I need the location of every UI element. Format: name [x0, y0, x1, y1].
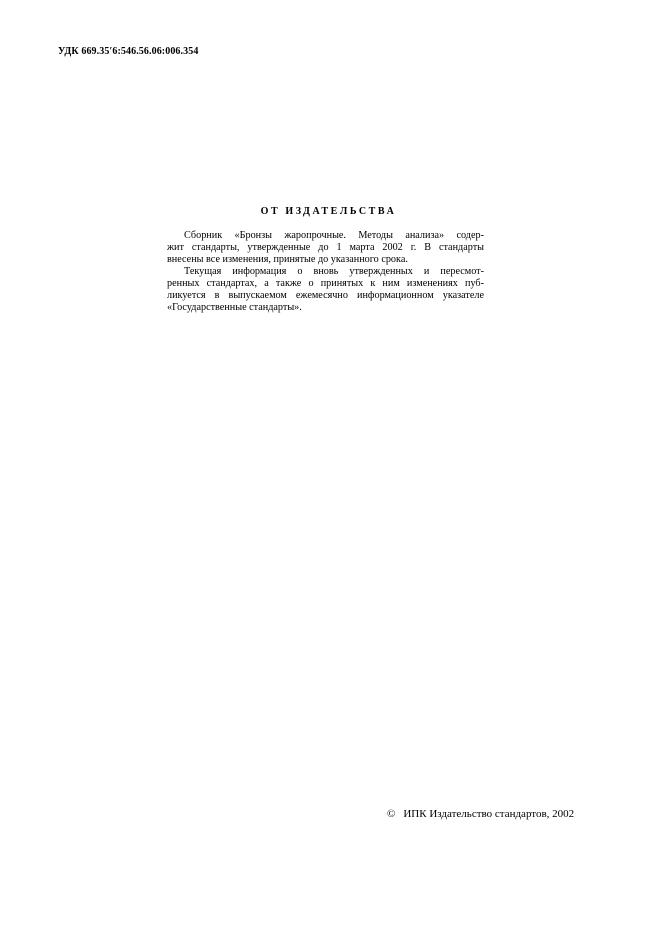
paragraph-1-line: жит стандарты, утвержденные до 1 марта 2002 г. В стандарты: [167, 242, 484, 253]
paragraph-1-line: Сборник «Бронзы жаропрочные. Методы анализа» содер-: [184, 230, 484, 241]
paragraph-1: [167, 230, 484, 266]
publisher-note: [167, 206, 484, 314]
paragraph-1-line: внесены все изменения, принятые до указанного срока.: [167, 254, 408, 265]
paragraph-2-line: ренных стандартах, а также о принятых к ним изменениях пуб-: [167, 278, 484, 289]
paragraph-2-line: ликуется в выпускаемом ежемесячно информационном указателе: [167, 290, 484, 301]
udk-code: УДК 669.35′6:546.56.06:006.354: [58, 46, 199, 57]
paragraph-2-line: Текущая информация о вновь утвержденных и пересмот-: [184, 266, 484, 277]
copyright-text: ИПК Издательство стандартов, 2002: [403, 808, 575, 820]
copyright-notice: [387, 808, 574, 820]
copyright-symbol: ©: [387, 808, 396, 820]
paragraph-2-line: «Государственные стандарты».: [167, 302, 302, 313]
section-heading: ОТ ИЗДАТЕЛЬСТВА: [260, 206, 397, 217]
paragraph-2: [167, 266, 484, 314]
